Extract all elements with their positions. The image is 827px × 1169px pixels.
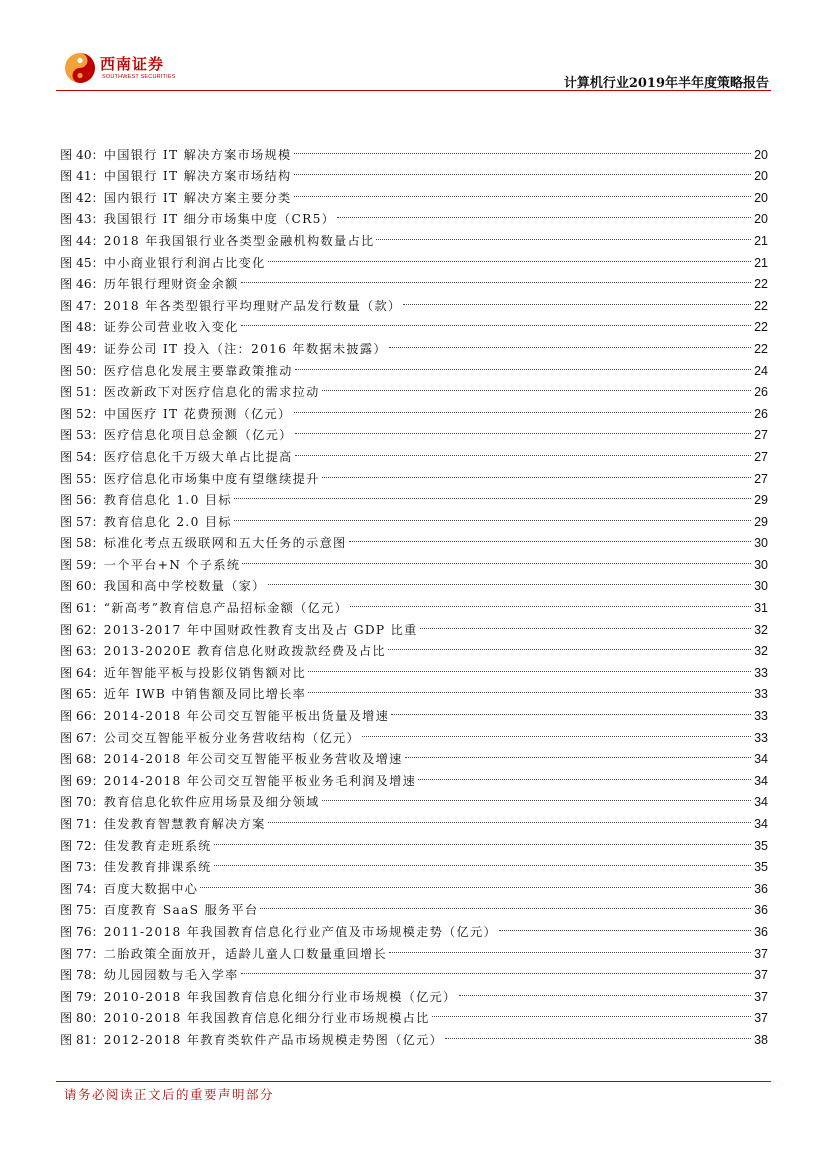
toc-figure-label: 图 48： [60, 320, 104, 335]
toc-dot-leader [389, 331, 751, 353]
footer-divider [56, 1081, 771, 1082]
toc-page-number[interactable]: 34 [754, 795, 768, 810]
toc-figure-label: 图 49： [60, 341, 104, 356]
toc-figure-label: 图 67： [60, 730, 104, 745]
toc-figure-title[interactable]: 中国医疗 IT 花费预测（亿元） [103, 406, 292, 421]
toc-figure-label: 图 45： [60, 255, 104, 270]
toc-dot-leader [499, 914, 751, 936]
company-logo [64, 50, 184, 86]
toc-page-number[interactable]: 29 [754, 493, 768, 508]
toc-dot-leader [241, 958, 751, 980]
toc-figure-title[interactable]: 证券公司营业收入变化 [103, 320, 239, 335]
toc-figure-title[interactable]: 医疗信息化千万级大单占比提高 [103, 449, 293, 464]
toc-page-number[interactable]: 33 [754, 687, 768, 702]
toc-page-number[interactable]: 20 [754, 212, 768, 227]
toc-figure-label: 图 65： [60, 687, 104, 702]
toc-figure-title[interactable]: 一个平台+N 个子系统 [103, 557, 241, 572]
southwest-securities-logo-icon [64, 52, 96, 84]
figure-table-of-contents [60, 137, 768, 1047]
toc-page-number[interactable]: 20 [754, 169, 768, 184]
toc-figure-label: 图 40： [60, 147, 104, 162]
page-header [56, 46, 771, 92]
toc-figure-label: 图 47： [60, 298, 104, 313]
toc-figure-title[interactable]: 公司交互智能平板分业务营收结构（亿元） [103, 730, 361, 745]
toc-dot-leader [432, 1001, 751, 1023]
toc-figure-label: 图 69： [60, 773, 104, 788]
toc-page-number[interactable]: 37 [754, 989, 768, 1004]
toc-figure-label: 图 44： [60, 233, 104, 248]
toc-figure-label: 图 61： [60, 601, 104, 616]
toc-page-number[interactable]: 22 [754, 320, 768, 335]
toc-figure-title[interactable]: 历年银行理财资金余额 [103, 277, 239, 292]
logo-chinese-name: 西南证券 [100, 55, 165, 73]
toc-figure-title[interactable]: “新高考”教育信息产品招标金额（亿元） [103, 601, 349, 616]
toc-dot-leader [294, 159, 751, 181]
toc-figure-title[interactable]: 医疗信息化发展主要靠政策推动 [103, 363, 293, 378]
toc-figure-label: 图 72： [60, 838, 104, 853]
toc-page-number[interactable]: 37 [754, 946, 768, 961]
toc-figure-label: 图 59： [60, 557, 104, 572]
toc-figure-label: 图 79： [60, 989, 104, 1004]
toc-dot-leader [268, 569, 751, 591]
toc-figure-label: 图 43： [60, 212, 104, 227]
toc-figure-label: 图 70： [60, 795, 104, 810]
toc-dot-leader [322, 375, 751, 397]
toc-figure-title[interactable]: 教育信息化 1.0 目标 [103, 493, 232, 508]
toc-figure-label: 图 81： [60, 1032, 104, 1047]
toc-dot-leader [242, 547, 751, 569]
toc-dot-leader [322, 785, 751, 807]
toc-figure-label: 图 80： [60, 1011, 104, 1026]
toc-dot-leader [405, 742, 751, 764]
toc-figure-label: 图 51： [60, 385, 104, 400]
toc-dot-leader [391, 698, 751, 720]
toc-figure-title[interactable]: 近年 IWB 中销售额及同比增长率 [103, 687, 307, 702]
toc-figure-title[interactable]: 中小商业银行利润占比变化 [103, 255, 266, 270]
toc-figure-label: 图 75： [60, 903, 104, 918]
toc-figure-label: 图 66： [60, 709, 104, 724]
toc-dot-leader [376, 223, 751, 245]
toc-page-number[interactable]: 36 [754, 881, 768, 896]
toc-figure-label: 图 57： [60, 514, 104, 529]
toc-figure-label: 图 71： [60, 817, 104, 831]
header-divider [56, 90, 771, 91]
toc-figure-title[interactable]: 2014-2018 年公司交互智能平板出货量及增速 [103, 709, 390, 724]
toc-figure-label: 图 52： [60, 406, 104, 421]
toc-page-number[interactable]: 37 [754, 1011, 768, 1026]
toc-page-number[interactable]: 21 [754, 255, 768, 270]
toc-figure-title[interactable]: 证券公司 IT 投入（注：2016 年数据未披露） [103, 341, 387, 356]
toc-figure-title[interactable]: 佳发教育排课系统 [103, 860, 212, 875]
toc-figure-title[interactable]: 佳发教育走班系统 [103, 838, 212, 853]
toc-figure-label: 图 46： [60, 277, 104, 292]
toc-dot-leader [234, 483, 751, 505]
toc-figure-title[interactable]: 医改新政下对医疗信息化的需求拉动 [103, 385, 320, 400]
toc-dot-leader [349, 526, 751, 548]
toc-figure-title[interactable]: 医疗信息化市场集中度有望继续提升 [103, 471, 320, 486]
toc-dot-leader [214, 850, 751, 872]
toc-figure-title[interactable]: 国内银行 IT 解决方案主要分类 [103, 190, 292, 205]
toc-figure-title[interactable]: 中国银行 IT 解决方案市场规模 [103, 147, 292, 162]
toc-page-number[interactable]: 32 [754, 644, 768, 659]
toc-dot-leader [403, 288, 751, 310]
toc-figure-title[interactable]: 近年智能平板与投影仪销售额对比 [103, 665, 307, 680]
toc-figure-title[interactable]: 医疗信息化项目总金额（亿元） [103, 428, 293, 443]
toc-dot-leader [295, 418, 751, 440]
toc-dot-leader [241, 310, 751, 332]
toc-page-number[interactable]: 22 [754, 298, 768, 313]
toc-dot-leader [308, 655, 751, 677]
toc-figure-title[interactable]: 教育信息化软件应用场景及细分领域 [103, 795, 320, 810]
toc-figure-label: 图 42： [60, 190, 104, 205]
toc-figure-title[interactable]: 我国银行 IT 细分市场集中度（CR5） [103, 212, 336, 227]
toc-figure-label: 图 76： [60, 924, 104, 939]
toc-figure-label: 图 41： [60, 169, 104, 184]
toc-figure-title[interactable]: 2011-2018 年我国教育信息化行业产值及市场规模走势（亿元） [103, 924, 498, 939]
toc-page-number[interactable]: 30 [754, 557, 768, 572]
toc-page-number[interactable]: 27 [754, 449, 768, 464]
toc-dot-leader [337, 202, 751, 224]
toc-figure-label: 图 63： [60, 644, 104, 659]
toc-dot-leader [420, 612, 751, 634]
toc-page-number[interactable]: 26 [754, 406, 768, 421]
toc-figure-title[interactable]: 2013-2017 年中国财政性教育支出及占 GDP 比重 [103, 622, 418, 637]
toc-dot-leader [418, 763, 751, 785]
toc-page-number[interactable]: 20 [754, 147, 768, 162]
toc-figure-title[interactable]: 2018 年我国银行业各类型金融机构数量占比 [103, 233, 375, 248]
toc-dot-leader [322, 461, 751, 483]
toc-figure-label: 图 62： [60, 622, 104, 637]
toc-page-number[interactable]: 21 [754, 233, 768, 248]
toc-page-number[interactable]: 33 [754, 665, 768, 680]
toc-page-number[interactable]: 34 [754, 817, 768, 831]
toc-figure-title[interactable]: 2014-2018 年公司交互智能平板业务营收及增速 [103, 752, 403, 767]
toc-figure-title[interactable]: 幼儿园园数与毛入学率 [103, 968, 239, 983]
report-title: 计算机行业2019年半年度策略报告 [563, 76, 769, 91]
toc-page-number[interactable]: 27 [754, 428, 768, 443]
footer-disclaimer: 请务必阅读正文后的重要声明部分 [64, 1087, 275, 1102]
toc-page-number[interactable]: 24 [754, 363, 768, 378]
toc-figure-title[interactable]: 百度教育 SaaS 服务平台 [103, 903, 259, 918]
toc-dot-leader [234, 504, 751, 526]
toc-page-number[interactable]: 29 [754, 514, 768, 529]
toc-figure-label: 图 64： [60, 665, 104, 680]
toc-figure-label: 图 77： [60, 946, 104, 961]
toc-page-number[interactable]: 37 [754, 968, 768, 983]
toc-page-number[interactable]: 22 [754, 277, 768, 292]
toc-dot-leader [362, 720, 751, 742]
toc-figure-title[interactable]: 2012-2018 年教育类软件产品市场规模走势图（亿元） [103, 1032, 444, 1047]
toc-figure-title[interactable]: 2010-2018 年我国教育信息化细分行业市场规模占比 [103, 1011, 430, 1026]
toc-figure-title[interactable]: 二胎政策全面放开，适龄儿童人口数量重回增长 [103, 946, 388, 961]
toc-figure-label: 图 54： [60, 449, 104, 464]
toc-dot-leader [350, 590, 751, 612]
toc-figure-label: 图 53： [60, 428, 104, 443]
toc-page-number[interactable]: 30 [754, 579, 768, 594]
toc-page-number[interactable]: 26 [754, 385, 768, 400]
toc-page-number[interactable]: 33 [754, 709, 768, 724]
toc-figure-title[interactable]: 我国和高中学校数量（家） [103, 579, 266, 594]
toc-figure-label: 图 74： [60, 881, 104, 896]
toc-dot-leader [260, 893, 751, 915]
toc-figure-label: 图 78： [60, 968, 104, 983]
toc-page-number[interactable]: 31 [754, 601, 768, 616]
toc-figure-title[interactable]: 中国银行 IT 解决方案市场结构 [103, 169, 292, 184]
toc-figure-label: 图 56： [60, 493, 104, 508]
toc-figure-title[interactable]: 2018 年各类型银行平均理财产品发行数量（款） [103, 298, 402, 313]
toc-page-number[interactable]: 27 [754, 471, 768, 486]
toc-dot-leader [445, 1022, 751, 1044]
toc-page-number[interactable]: 36 [754, 903, 768, 918]
toc-dot-leader [200, 871, 751, 893]
toc-dot-leader [294, 137, 751, 159]
toc-dot-leader [388, 634, 751, 656]
toc-dot-leader [389, 936, 751, 958]
toc-figure-title[interactable]: 佳发教育智慧教育解决方案 [103, 817, 266, 831]
toc-page-number[interactable]: 30 [754, 536, 768, 551]
toc-figure-title[interactable]: 2014-2018 年公司交互智能平板业务毛利润及增速 [103, 773, 417, 788]
toc-figure-label: 图 73： [60, 860, 104, 875]
toc-page-number[interactable]: 36 [754, 924, 768, 939]
toc-page-number[interactable]: 35 [754, 860, 768, 875]
toc-figure-label: 图 60： [60, 579, 104, 594]
toc-dot-leader [295, 439, 751, 461]
toc-figure-label: 图 68： [60, 752, 104, 767]
toc-page-number[interactable]: 34 [754, 752, 768, 767]
toc-page-number[interactable]: 20 [754, 190, 768, 205]
toc-page-number[interactable]: 34 [754, 773, 768, 788]
toc-page-number[interactable]: 38 [754, 1032, 768, 1047]
toc-page-number[interactable]: 22 [754, 341, 768, 356]
toc-figure-label: 图 50： [60, 363, 104, 378]
toc-entry[interactable] [60, 137, 768, 162]
toc-figure-title[interactable]: 标准化考点五级联网和五大任务的示意图 [103, 536, 347, 551]
toc-page-number[interactable]: 35 [754, 838, 768, 853]
toc-figure-title[interactable]: 教育信息化 2.0 目标 [103, 514, 232, 529]
toc-dot-leader [241, 267, 751, 289]
toc-page-number[interactable]: 33 [754, 730, 768, 745]
toc-dot-leader [459, 979, 751, 1001]
toc-figure-title[interactable]: 2010-2018 年我国教育信息化细分行业市场规模（亿元） [103, 989, 457, 1004]
toc-dot-leader [308, 677, 751, 699]
logo-english-name: SOUTHWEST SECURITIES [102, 74, 176, 80]
toc-dot-leader [268, 806, 751, 828]
toc-dot-leader [294, 396, 751, 418]
toc-dot-leader [294, 180, 751, 202]
toc-figure-label: 图 55： [60, 471, 104, 486]
toc-page-number[interactable]: 32 [754, 622, 768, 637]
toc-dot-leader [295, 353, 751, 375]
toc-figure-label: 图 58： [60, 536, 104, 551]
toc-figure-title[interactable]: 2013-2020E 教育信息化财政拨款经费及占比 [103, 644, 386, 659]
toc-dot-leader [268, 245, 751, 267]
toc-figure-title[interactable]: 百度大数据中心 [103, 881, 199, 896]
toc-dot-leader [214, 828, 751, 850]
